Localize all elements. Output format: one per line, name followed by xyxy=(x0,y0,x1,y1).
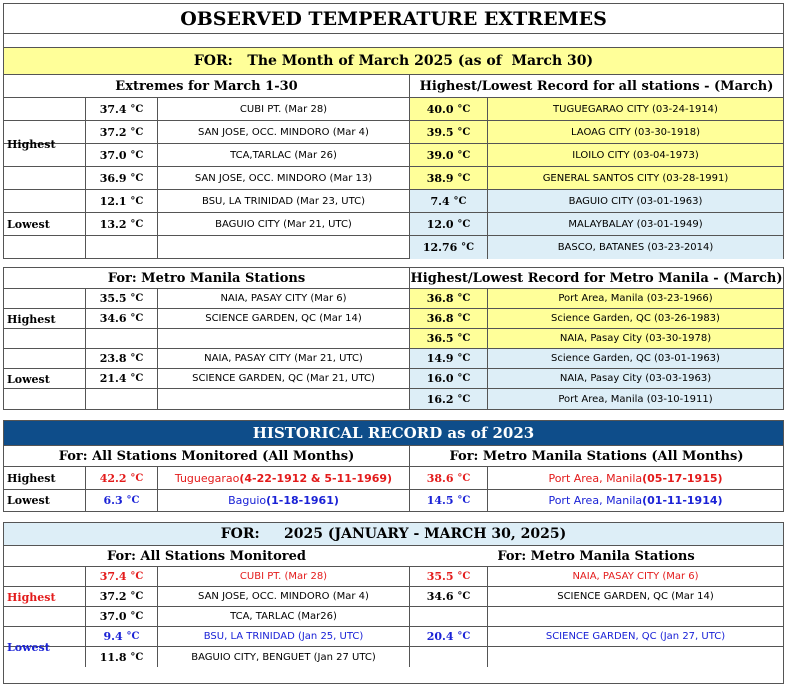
section-body xyxy=(4,98,783,258)
record-value: 39.0 °C xyxy=(409,144,487,166)
record-station: GENERAL SANTOS CITY (03-28-1991) xyxy=(487,167,783,189)
all-months-header: For: All Stations Monitored (All Months) xyxy=(58,448,355,464)
record-value: 34.6 °C xyxy=(409,587,487,606)
temperature-value: 42.2 °C xyxy=(85,467,157,489)
record-value: 20.4 °C xyxy=(409,627,487,646)
record-station: NAIA, Pasay City (03-03-1963) xyxy=(487,369,783,388)
record-station: NAIA, PASAY CITY (Mar 6) xyxy=(487,567,783,586)
station-name: TCA,TARLAC (Mar 26) xyxy=(157,144,409,166)
section-body xyxy=(4,289,783,409)
temperature-value: 37.2 °C xyxy=(85,121,157,143)
highest-label: Highest xyxy=(7,590,56,604)
station-name: CUBI PT. (Mar 28) xyxy=(157,567,409,586)
record-value: 7.4 °C xyxy=(409,190,487,212)
station-name: Tuguegarao (4-22-1912 & 5-11-1969) xyxy=(157,467,409,489)
temperature-value: 36.9 °C xyxy=(85,167,157,189)
temperature-value xyxy=(85,329,157,348)
record-value: 40.0 °C xyxy=(409,98,487,120)
highest-row xyxy=(4,98,783,121)
temperature-value: 6.3 °C xyxy=(85,490,157,511)
record-station: Port Area, Manila (01-11-1914) xyxy=(487,490,783,511)
records-header: Highest/Lowest Record for all stations - (March) xyxy=(409,75,783,97)
record-value: 16.2 °C xyxy=(409,389,487,409)
station-name: BSU, LA TRINIDAD (Jan 25, UTC) xyxy=(157,627,409,646)
temperature-value xyxy=(85,389,157,409)
highest-row xyxy=(4,567,783,587)
historical-title: HISTORICAL RECORD as of 2023 xyxy=(252,424,535,442)
highest-row xyxy=(4,329,783,349)
spacer-row xyxy=(4,34,783,48)
temperature-value: 35.5 °C xyxy=(85,289,157,308)
lowest-row xyxy=(4,389,783,409)
station-name: BAGUIO CITY (Mar 21, UTC) xyxy=(157,213,409,235)
lowest-label: Lowest xyxy=(7,640,50,654)
record-station xyxy=(487,647,783,667)
highest-row xyxy=(4,167,783,190)
historical-lowest-row xyxy=(4,490,783,511)
historical-record-table xyxy=(3,420,784,512)
lowest-row xyxy=(4,349,783,369)
record-value xyxy=(409,647,487,667)
temperature-value: 23.8 °C xyxy=(85,349,157,368)
record-station: TUGUEGARAO CITY (03-24-1914) xyxy=(487,98,783,120)
lowest-row xyxy=(4,236,783,259)
ytd-all-header: For: All Stations Monitored xyxy=(107,548,306,564)
record-value: 12.0 °C xyxy=(409,213,487,235)
record-value: 12.76 °C xyxy=(409,236,487,259)
year-to-date-table xyxy=(3,522,784,684)
title-row xyxy=(4,4,783,34)
temperature-value: 37.0 °C xyxy=(85,607,157,626)
highest-row xyxy=(4,144,783,167)
month-banner xyxy=(4,48,783,75)
highest-label: Highest xyxy=(7,471,56,485)
record-station: Port Area, Manila (03-23-1966) xyxy=(487,289,783,308)
temperature-value: 37.4 °C xyxy=(85,567,157,586)
highest-label: Highest xyxy=(7,137,56,151)
lowest-row xyxy=(4,627,783,647)
record-value: 16.0 °C xyxy=(409,369,487,388)
section-headers xyxy=(4,75,783,98)
section-headers xyxy=(4,446,783,467)
station-name: BSU, LA TRINIDAD (Mar 23, UTC) xyxy=(157,190,409,212)
record-station: NAIA, Pasay City (03-30-1978) xyxy=(487,329,783,348)
record-value: 36.5 °C xyxy=(409,329,487,348)
record-station: Science Garden, QC (03-26-1983) xyxy=(487,309,783,328)
lowest-label: Lowest xyxy=(7,218,50,231)
temperature-value: 11.8 °C xyxy=(85,647,157,667)
lowest-row xyxy=(4,647,783,667)
temperature-value: 9.4 °C xyxy=(85,627,157,646)
station-name: CUBI PT. (Mar 28) xyxy=(157,98,409,120)
station-name: SAN JOSE, OCC. MINDORO (Mar 4) xyxy=(157,121,409,143)
march-all-stations-table xyxy=(3,3,784,259)
lowest-row xyxy=(4,213,783,236)
metro-all-months-header: For: Metro Manila Stations (All Months) xyxy=(409,446,783,466)
record-value xyxy=(409,607,487,626)
ytd-title-row xyxy=(4,523,783,546)
temperature-value xyxy=(85,236,157,259)
record-station: LAOAG CITY (03-30-1918) xyxy=(487,121,783,143)
station-name: Baguio (1-18-1961) xyxy=(157,490,409,511)
page-title: OBSERVED TEMPERATURE EXTREMES xyxy=(180,7,607,30)
highest-row xyxy=(4,607,783,627)
temperature-value: 12.1 °C xyxy=(85,190,157,212)
record-station: MALAYBALAY (03-01-1949) xyxy=(487,213,783,235)
highest-row xyxy=(4,289,783,309)
ytd-metro-header: For: Metro Manila Stations xyxy=(497,548,695,564)
section-headers xyxy=(4,546,783,567)
record-value: 35.5 °C xyxy=(409,567,487,586)
record-station: BAGUIO CITY (03-01-1963) xyxy=(487,190,783,212)
station-name: NAIA, PASAY CITY (Mar 21, UTC) xyxy=(157,349,409,368)
record-station: SCIENCE GARDEN, QC (Jan 27, UTC) xyxy=(487,627,783,646)
metro-header: For: Metro Manila Stations xyxy=(107,270,306,286)
record-station: ILOILO CITY (03-04-1973) xyxy=(487,144,783,166)
temperature-value: 13.2 °C xyxy=(85,213,157,235)
march-metro-manila-table xyxy=(3,267,784,410)
temperature-value: 37.0 °C xyxy=(85,144,157,166)
record-value: 39.5 °C xyxy=(409,121,487,143)
metro-records-header: Highest/Lowest Record for Metro Manila - (March) xyxy=(409,268,783,288)
highest-row xyxy=(4,121,783,144)
lowest-row xyxy=(4,190,783,213)
record-value: 14.5 °C xyxy=(409,490,487,511)
record-value: 38.9 °C xyxy=(409,167,487,189)
station-name: SAN JOSE, OCC. MINDORO (Mar 13) xyxy=(157,167,409,189)
record-value: 14.9 °C xyxy=(409,349,487,368)
lowest-row xyxy=(4,369,783,389)
lowest-label: Lowest xyxy=(7,372,50,386)
highest-label: Highest xyxy=(7,312,56,326)
temperature-value: 34.6 °C xyxy=(85,309,157,328)
station-name xyxy=(157,236,409,259)
lowest-label: Lowest xyxy=(7,494,50,507)
station-name: NAIA, PASAY CITY (Mar 6) xyxy=(157,289,409,308)
highest-row xyxy=(4,587,783,607)
temperature-value: 37.2 °C xyxy=(85,587,157,606)
section-body xyxy=(4,567,783,683)
ytd-title: FOR: 2025 (JANUARY - MARCH 30, 2025) xyxy=(220,526,567,542)
extremes-header: Extremes for March 1-30 xyxy=(115,78,298,94)
record-value: 36.8 °C xyxy=(409,289,487,308)
station-name xyxy=(157,389,409,409)
record-station: SCIENCE GARDEN, QC (Mar 14) xyxy=(487,587,783,606)
station-name xyxy=(157,329,409,348)
station-name: BAGUIO CITY, BENGUET (Jan 27 UTC) xyxy=(157,647,409,667)
record-station xyxy=(487,607,783,626)
section-headers xyxy=(4,268,783,289)
historical-highest-row xyxy=(4,467,783,490)
temperature-value: 21.4 °C xyxy=(85,369,157,388)
temperature-value: 37.4 °C xyxy=(85,98,157,120)
station-name: TCA, TARLAC (Mar26) xyxy=(157,607,409,626)
station-name: SAN JOSE, OCC. MINDORO (Mar 4) xyxy=(157,587,409,606)
station-name: SCIENCE GARDEN, QC (Mar 21, UTC) xyxy=(157,369,409,388)
highest-row xyxy=(4,309,783,329)
record-value: 38.6 °C xyxy=(409,467,487,489)
record-station: Port Area, Manila (03-10-1911) xyxy=(487,389,783,409)
record-station: Port Area, Manila (05-17-1915) xyxy=(487,467,783,489)
station-name: SCIENCE GARDEN, QC (Mar 14) xyxy=(157,309,409,328)
historical-title-row xyxy=(4,421,783,446)
month-banner-text: FOR: The Month of March 2025 (as of March 30) xyxy=(193,53,594,69)
record-station: Science Garden, QC (03-01-1963) xyxy=(487,349,783,368)
record-value: 36.8 °C xyxy=(409,309,487,328)
record-station: BASCO, BATANES (03-23-2014) xyxy=(487,236,783,259)
